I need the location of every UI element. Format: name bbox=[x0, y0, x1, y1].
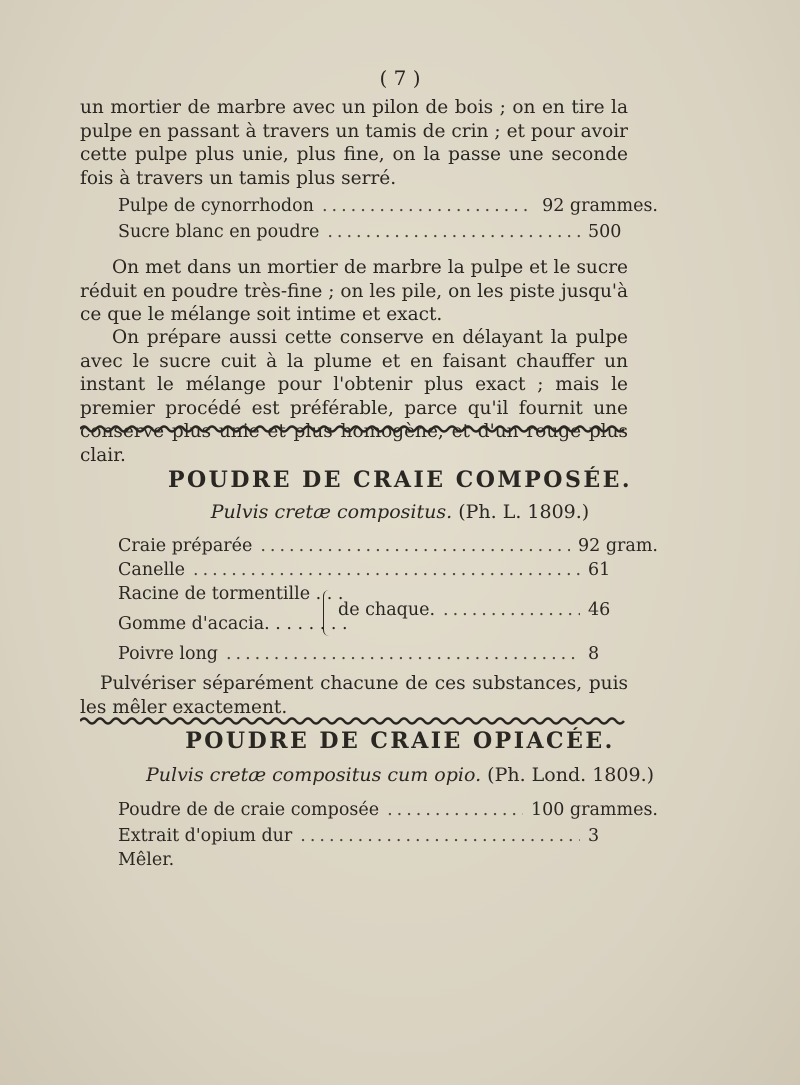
recipe-line bbox=[118, 222, 658, 242]
section-title: POUDRE DE CRAIE COMPOSÉE. bbox=[167, 467, 633, 493]
leader-dots bbox=[193, 560, 580, 580]
recipe-line bbox=[118, 536, 658, 556]
ingredient-name: Poudre de de craie composée bbox=[118, 800, 380, 820]
ingredient-name: Sucre blanc en poudre bbox=[118, 222, 320, 242]
shared-quantity-line bbox=[338, 600, 658, 620]
latin-name: Pulvis cretæ compositus. bbox=[210, 501, 453, 523]
ingredient-quantity: 61 bbox=[588, 560, 611, 580]
ingredient-name: Extrait d'opium dur bbox=[118, 826, 293, 846]
ingredient-name: Canelle bbox=[118, 560, 186, 580]
brace-symbol bbox=[323, 590, 332, 636]
ingredient-quantity: 92 grammes. bbox=[542, 196, 658, 216]
intro-paragraph: un mortier de marbre avec un pilon de bois ; on en tire la pulpe en passant à travers un tamis de crin ; et pour avoir cette pulpe plus unie, plus fine, on la passe une seconde fois à travers un tamis plus serré. bbox=[80, 97, 628, 189]
grouped-ingredients bbox=[118, 584, 658, 644]
alternative-paragraph: On prépare aussi cette conserve en délayant la pulpe avec le sucre cuit à la plume et en faisant chauffer un instant le mélange pour l'obtenir plus exact ; mais le premier procédé est préférable, parce qu'il fournit une conserve plus unie et plus homogène, et d'un rouge plus clair. bbox=[80, 327, 628, 466]
method-paragraph: On met dans un mortier de marbre la pulpe et le sucre réduit en poudre très-fine ; on les pile, on les piste jusqu'à ce que le mélange soit intime et exact. bbox=[80, 257, 628, 325]
section-title: POUDRE DE CRAIE OPIACÉE. bbox=[185, 728, 615, 754]
leader-dots bbox=[260, 536, 570, 556]
ingredient-name: Pulpe de cynorrhodon bbox=[118, 196, 314, 216]
wavy-divider bbox=[80, 424, 628, 434]
ingredient-name: Poivre long bbox=[118, 644, 218, 664]
instruction-line bbox=[118, 850, 658, 870]
section-subtitle bbox=[0, 501, 800, 523]
ingredient-name: Gomme d'acacia. . . . . . . . bbox=[118, 614, 348, 634]
ingredient-quantity: 46 bbox=[588, 600, 611, 620]
page-number: ( 7 ) bbox=[379, 66, 421, 90]
ingredient-quantity: 500 bbox=[588, 222, 622, 242]
leader-dots bbox=[443, 600, 580, 620]
pharmacopoeia-reference: (Ph. L. 1809.) bbox=[458, 501, 590, 523]
leader-dots bbox=[300, 826, 580, 846]
ingredient-name: Racine de tormentille . . . bbox=[118, 584, 344, 604]
pharmacopoeia-reference: (Ph. Lond. 1809.) bbox=[487, 764, 655, 786]
wavy-divider bbox=[80, 716, 628, 726]
leader-dots bbox=[327, 222, 580, 242]
latin-name: Pulvis cretæ compositus cum opio. bbox=[145, 764, 482, 786]
ingredient-name: Craie préparée bbox=[118, 536, 253, 556]
recipe-line bbox=[118, 644, 658, 664]
shared-quantity-label: de chaque. bbox=[338, 600, 436, 620]
ingredient-quantity: 8 bbox=[588, 644, 600, 664]
recipe-line bbox=[118, 826, 658, 846]
ingredient-quantity: 100 grammes. bbox=[530, 800, 658, 820]
ingredient-quantity: 92 gram. bbox=[578, 536, 658, 556]
ingredient-quantity: 3 bbox=[588, 826, 600, 846]
leader-dots bbox=[226, 644, 580, 664]
recipe-line bbox=[118, 800, 658, 820]
leader-dots bbox=[387, 800, 523, 820]
leader-dots bbox=[322, 196, 534, 216]
instruction-text: Mêler. bbox=[118, 850, 175, 870]
recipe-line bbox=[118, 560, 658, 580]
section-subtitle bbox=[0, 764, 800, 786]
recipe-line bbox=[118, 196, 658, 216]
instruction-paragraph: Pulvériser séparément chacune de ces substances, puis les mêler exactement. bbox=[80, 673, 628, 718]
